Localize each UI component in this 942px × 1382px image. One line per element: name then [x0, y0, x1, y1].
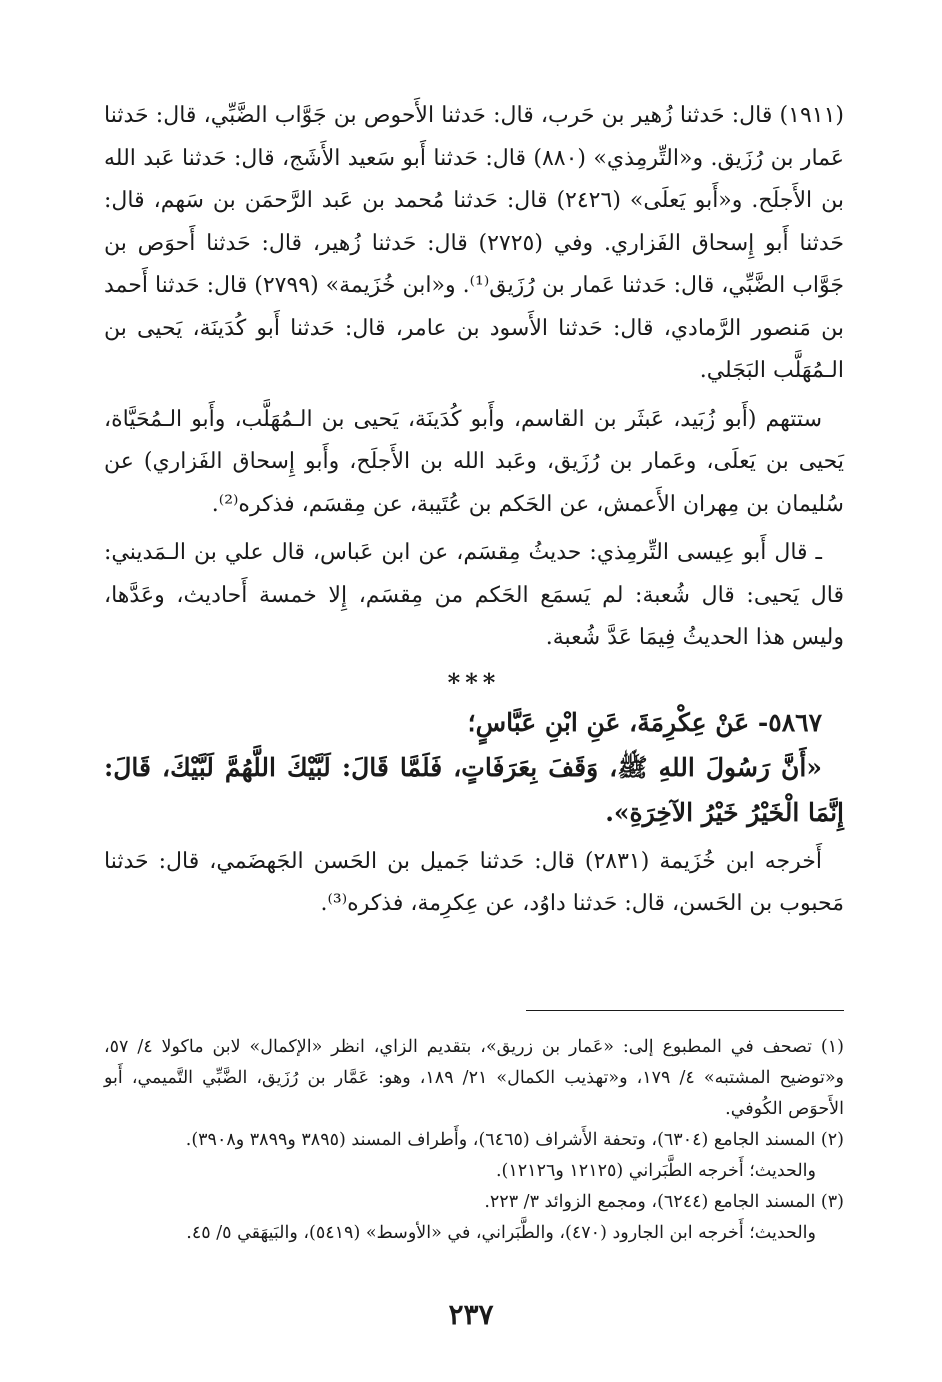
footnote-divider: [526, 1010, 844, 1011]
footnote-3: (٣) المسند الجامع (٦٢٤٤)، ومجمع الزوائد ٣/ ٢٢٣.: [484, 1192, 844, 1212]
paragraph-summary: ستتهم (أَبو زُبَيد، عَبثَر بن القاسم، وأَبو كُدَينَة، يَحيى بن الـمُهَلَّب، وأَبو الـمُحَيَّاة، يَحيى بن يَعلَى، وعَمار بن رُزَيق، وعَبد الله بن الأَجلَح، وأَبو إِسحاق الفَزاري) عن سُليمان بن مِهران الأَعمش، عن الحَكم بن عُتَيبة، عن مِقسَم، فذكره⁽²⁾.: [104, 406, 844, 517]
hadith-5867-text: «أَنَّ رَسُولَ اللهِ ﷺ، وَقَفَ بِعَرَفَاتٍ، فَلَمَّا قَالَ: لَبَّيْكَ اللَّهُمَّ لَبَّيْكَ، قَالَ: إِنَّمَا الْخَيْرُ خَيْرُ الآخِرَةِ».: [104, 752, 844, 827]
footnote-2: (٢) المسند الجامع (٦٣٠٤)، وتحفة الأَشراف (٦٤٦٥)، وأَطراف المسند (٣٨٩٥ و٣٨٩٩ و٣٩٠٨).: [185, 1130, 844, 1150]
section-separator: ***: [447, 667, 501, 697]
paragraph-chain-1911: (١٩١١) قال: حَدثنا زُهير بن حَرب، قال: حَدثنا الأَحوص بن جَوَّاب الضَّبِّي، قال: حَدثنا عَمار بن رُزَيق. و«التِّرمِذي» (٨٨٠) قال: حَدثنا أَبو سَعيد الأَشَج، قال: حَدثنا عَبد الله بن الأَجلَح. و«أَبو يَعلَى» (٢٤٢٦) قال: حَدثنا مُحمد بن عَبد الرَّحمَن بن سَهم، قال: حَدثنا أَبو إِسحاق الفَزاري. وفي (٢٧٢٥) قال: حَدثنا زُهير، قال: حَدثنا أَحوَص بن جَوَّاب الضَّبِّي، قال: حَدثنا عَمار بن رُزَيق⁽¹⁾. و«ابن خُزَيمة» (٢٧٩٩) قال: حَدثنا أَحمد بن مَنصور الرَّمادي، قال: حَدثنا الأَسود بن عامر، قال: حَدثنا أَبو كُدَينَة، يَحيى بن الـمُهَلَّب البَجَلي.: [104, 103, 845, 383]
paragraph-tirmidhi-comment: ـ قال أَبو عِيسى التِّرمِذي: حديثُ مِقسَم، عن ابن عَباس، قال علي بن الـمَديني: قال يَحيى: قال شُعبة: لم يَسمَع الحَكم من مِقسَم، إِلا خمسة أَحاديث، وعَدَّها، وليس هذا الحديثُ فِيمَا عَدَّ شُعبة.: [104, 540, 844, 650]
page-number: ٢٣٧: [448, 1298, 494, 1331]
footnote-1: (١) تصحف في المطبوع إلى: «عَمار بن زريق»، بتقديم الزاي، انظر «الإكمال» لابن ماكولا ٤/ ٥٧، و«توضيح المشتبه» ٤/ ١٧٩، و«تهذيب الكمال» ٢١/ ١٨٩، وهو: عَمَّار بن رُزَيق، الضَّبِّي التَّميمي، أَبو الأَحوَص الكُوفي.: [104, 1037, 844, 1119]
footnotes: [104, 1032, 844, 1249]
paragraph-takhrij: أَخرجه ابن خُزَيمة (٢٨٣١) قال: حَدثنا جَميل بن الحَسن الجَهضَمي، قال: حَدثنا مَحبوب بن الحَسن، قال: حَدثنا داوُد، عن عِكرِمة، فذكره⁽³⁾.: [104, 848, 844, 916]
footnote-2-continuation: والحديث؛ أَخرجه الطَّبَراني (١٢١٢٥ و١٢١٢٦).: [495, 1161, 816, 1181]
main-text: [104, 95, 844, 926]
hadith-5867-heading: ٥٨٦٧- عَنْ عِكْرِمَةَ، عَنِ ابْنِ عَبَّاسٍ؛: [467, 708, 822, 737]
footnote-3-continuation: والحديث؛ أَخرجه ابن الجارود (٤٧٠)، والطَّبَراني، في «الأوسط» (٥٤١٩)، والبَيهَقي ٥/ ٤٥.: [186, 1223, 816, 1243]
